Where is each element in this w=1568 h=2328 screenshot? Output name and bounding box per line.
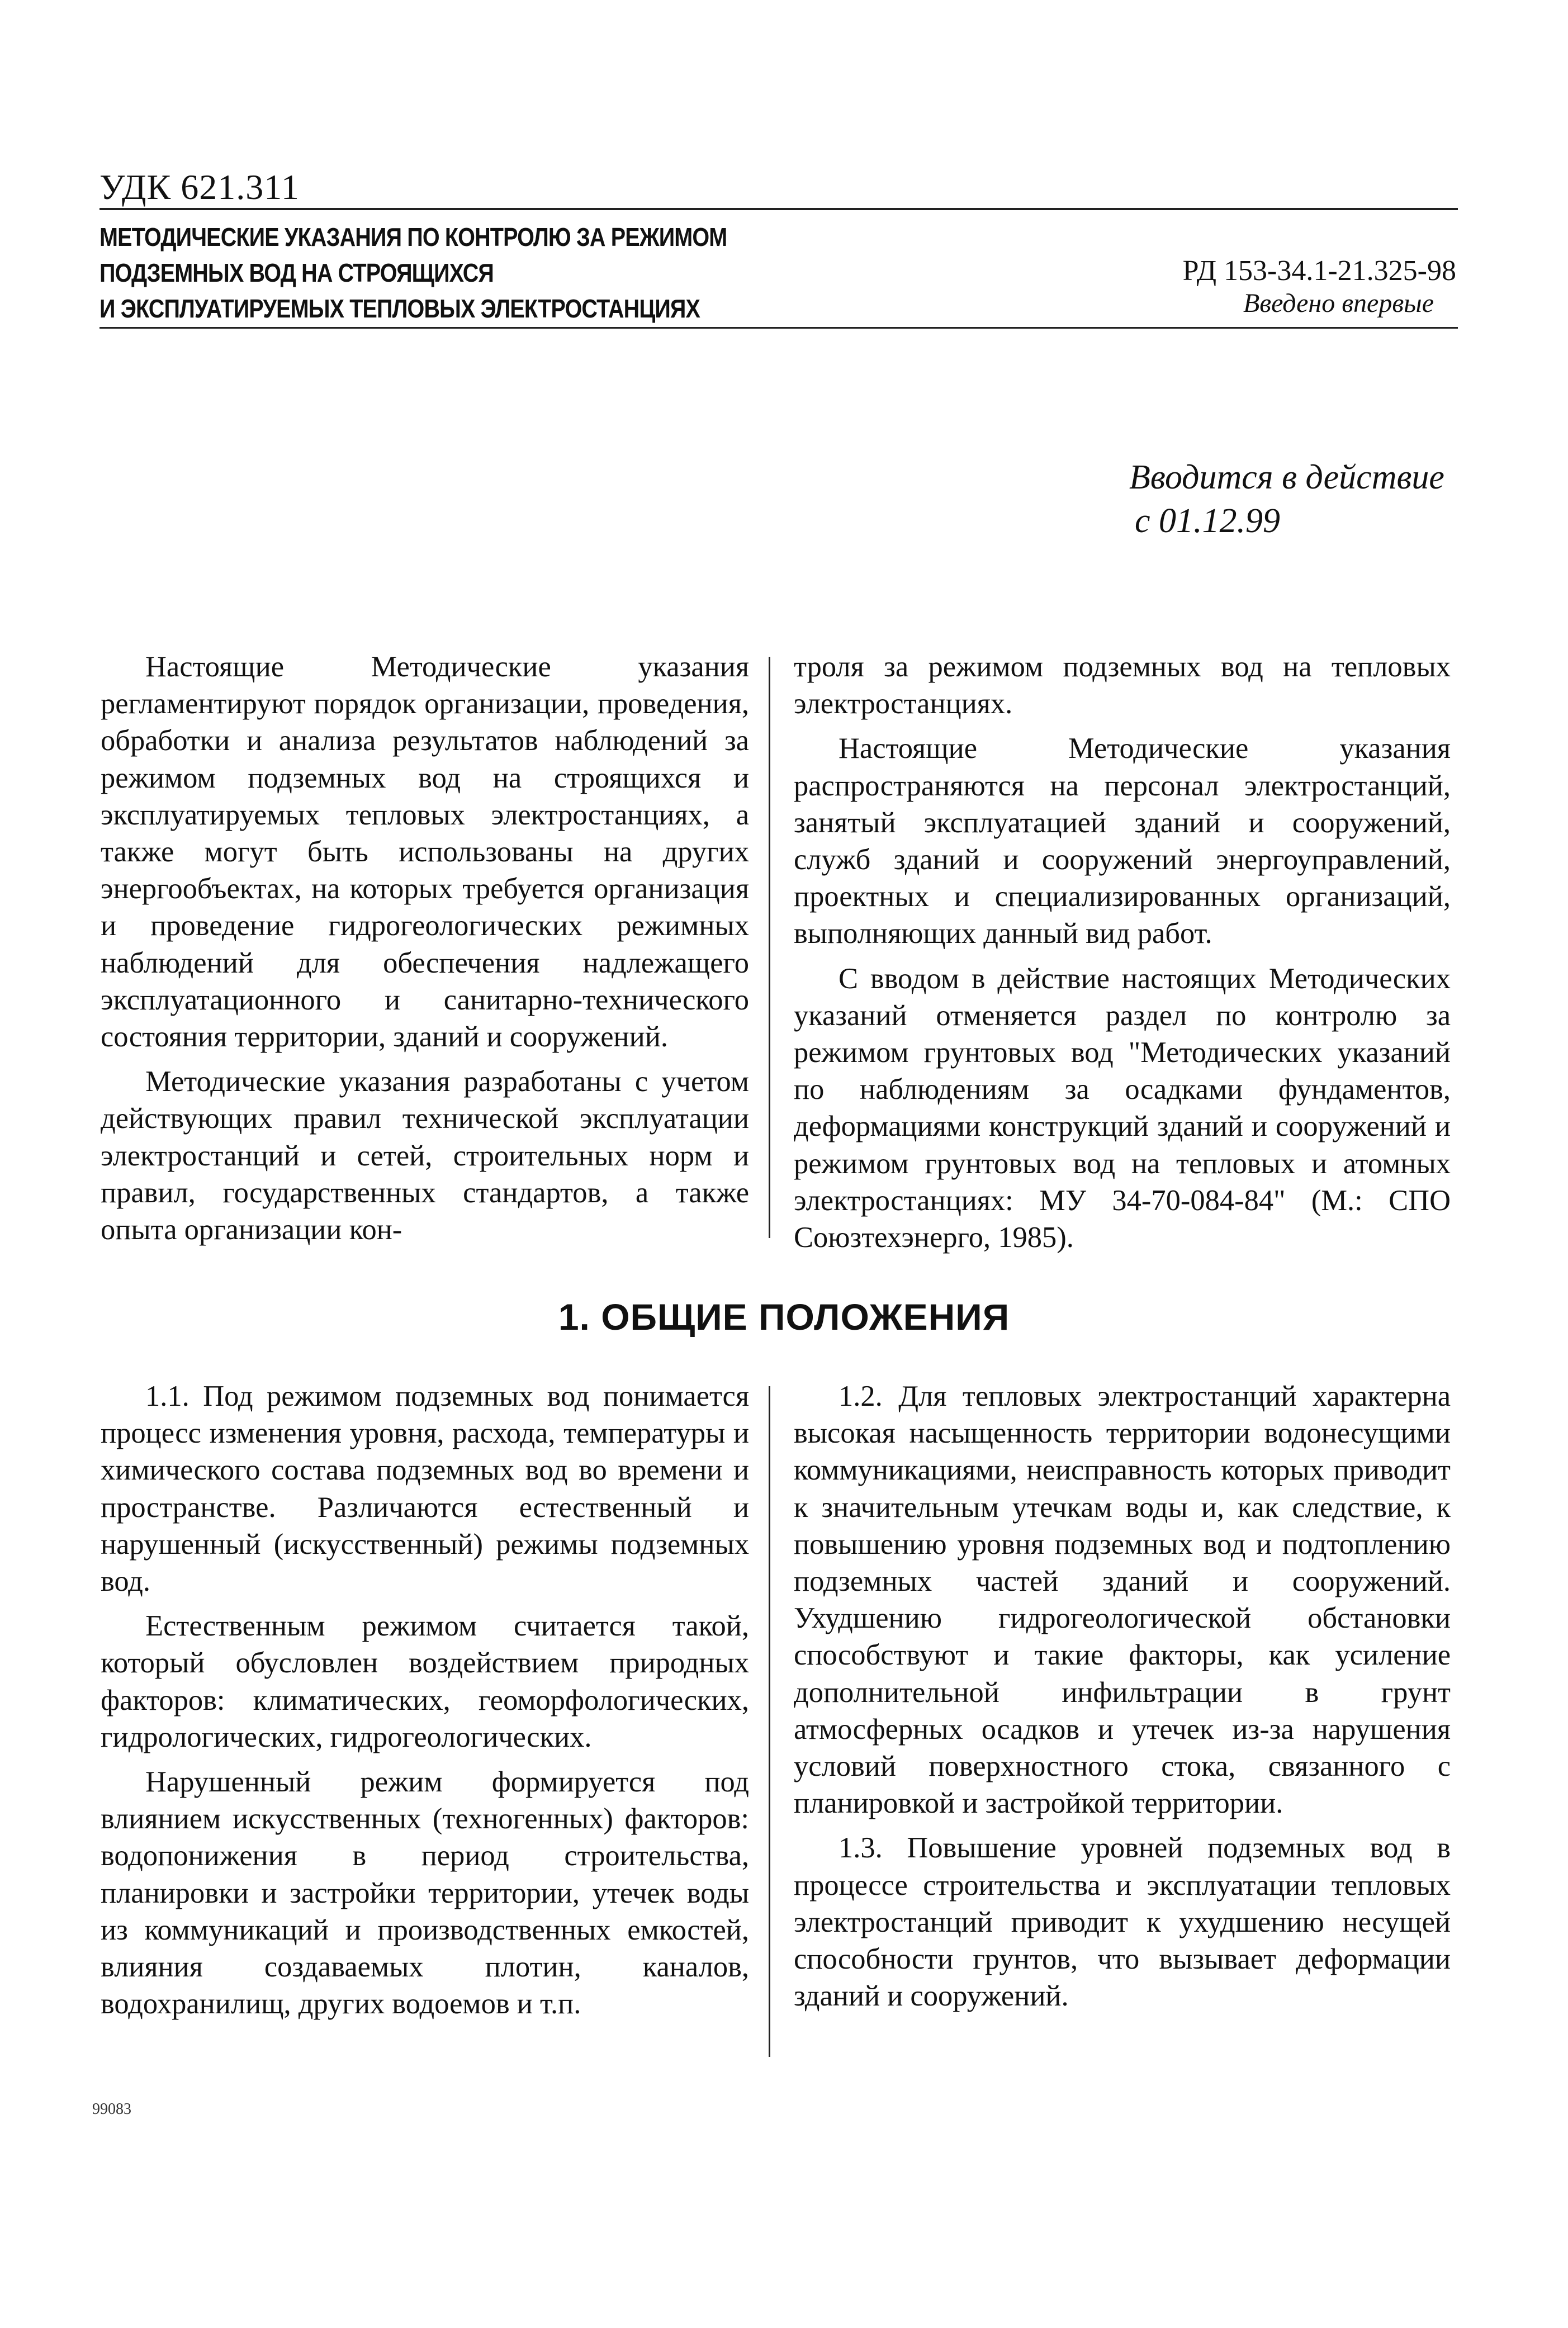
effective-date-block [1129, 456, 1444, 543]
intro-paragraph-1: Настоящие Методические указания регламентируют порядок организации, проведения, обработки и анализа результатов наблюдений за режимом подземных вод на строящихся и эксплуатируемых тепловых электростанциях, а также могут быть использованы на других энергообъектах, на которых требуется организация и проведение гидрогеологических режимных наблюдений для обеспечения надлежащего эксплуатационного и санитарно-технического состояния территории, зданий и сооружений. [101, 651, 749, 1054]
column-divider-1 [769, 657, 770, 1238]
title-line-2: ПОДЗЕМНЫХ ВОД НА СТРОЯЩИХСЯ [100, 258, 494, 287]
udk-code: УДК 621.311 [100, 167, 300, 207]
section-title: 1. ОБЩИЕ ПОЛОЖЕНИЯ [558, 1296, 1010, 1338]
section-paragraph-1-3: 1.3. Повышение уровней подземных вод в процессе строительства и эксплуатации тепловых электростанций приводит к ухудшению несущей способности грунтов, что вызывает деформации зданий и сооружений. [794, 1832, 1451, 2013]
column-divider-2 [769, 1386, 770, 2057]
header-bottom-rule [100, 327, 1458, 329]
section-paragraph-natural: Естественным режимом считается такой, который обусловлен воздействием природных факторов: климатических, геоморфологических, гидрологических, гидрогеологических. [101, 1610, 749, 1753]
section-paragraph-1-2: 1.2. Для тепловых электростанций характерна высокая насыщенность территории водонесущими коммуникациями, неисправность которых приводит к значительным утечкам воды и, как следствие, к повышению уровня подземных вод и подтоплению подземных частей зданий и сооружений. Ухудшению гидрогеологической обстановки способствуют и такие факторы, как усиление дополнительной инфильтрации в грунт атмосферных осадков и утечек из-за нарушения условий поверхностного стока, связанного с планировкой и застройкой территории. [794, 1380, 1451, 1820]
intro-paragraph-3: Настоящие Методические указания распространяются на персонал электростанций, занятый эксплуатацией зданий и сооружений, служб зданий и сооружений энергоуправлений, проектных и специализированных организаций, выполняющих данный вид работ. [794, 732, 1451, 950]
title-line-1: МЕТОДИЧЕСКИЕ УКАЗАНИЯ ПО КОНТРОЛЮ ЗА РЕЖИМОМ [100, 222, 727, 252]
document-title [100, 219, 727, 326]
introduced-note: Введено впервые [1243, 288, 1434, 318]
header-top-rule [100, 208, 1458, 210]
section-left-column [101, 1378, 749, 2030]
section-paragraph-disturbed: Нарушенный режим формируется под влиянием искусственных (техногенных) факторов: водопонижения в период строительства, планировки и застройки территории, утечек воды из коммуникаций и производственных емкостей, влияния создаваемых плотин, каналов, водохранилищ, других водоемов и т.п. [101, 1766, 749, 2021]
effective-line-2: с 01.12.99 [1135, 502, 1281, 540]
rd-code: РД 153-34.1-21.325-98 [1182, 255, 1456, 287]
intro-paragraph-4: С вводом в действие настоящих Методических указаний отменяется раздел по контролю за режимом грунтовых вод "Методических указаний по наблюдениям за осадками фундаментов, деформациями конструкций зданий и сооружений и режимом грунтовых вод на тепловых и атомных электростанциях: МУ 34-70-084-84" (М.: СПО Союзтехэнерго, 1985). [794, 962, 1451, 1254]
section-right-column [794, 1378, 1451, 2022]
page-footer-mark: 99083 [92, 2101, 131, 2118]
intro-continuation: троля за режимом подземных вод на тепловых электростанциях. [794, 651, 1451, 720]
effective-line-1: Вводится в действие [1129, 458, 1444, 496]
title-line-3: И ЭКСПЛУАТИРУЕМЫХ ТЕПЛОВЫХ ЭЛЕКТРОСТАНЦИЯХ [100, 294, 700, 323]
section-paragraph-1-1: 1.1. Под режимом подземных вод понимается процесс изменения уровня, расхода, температуры и химического состава подземных вод во времени и пространстве. Различаются естественный и нарушенный (искусственный) режимы подземных вод. [101, 1380, 749, 1598]
intro-paragraph-2: Методические указания разработаны с учетом действующих правил технической эксплуатации электростанций и сетей, строительных норм и правил, государственных стандартов, а также опыта организации кон- [101, 1065, 749, 1246]
intro-right-column [794, 648, 1451, 1264]
intro-left-column [101, 648, 749, 1256]
